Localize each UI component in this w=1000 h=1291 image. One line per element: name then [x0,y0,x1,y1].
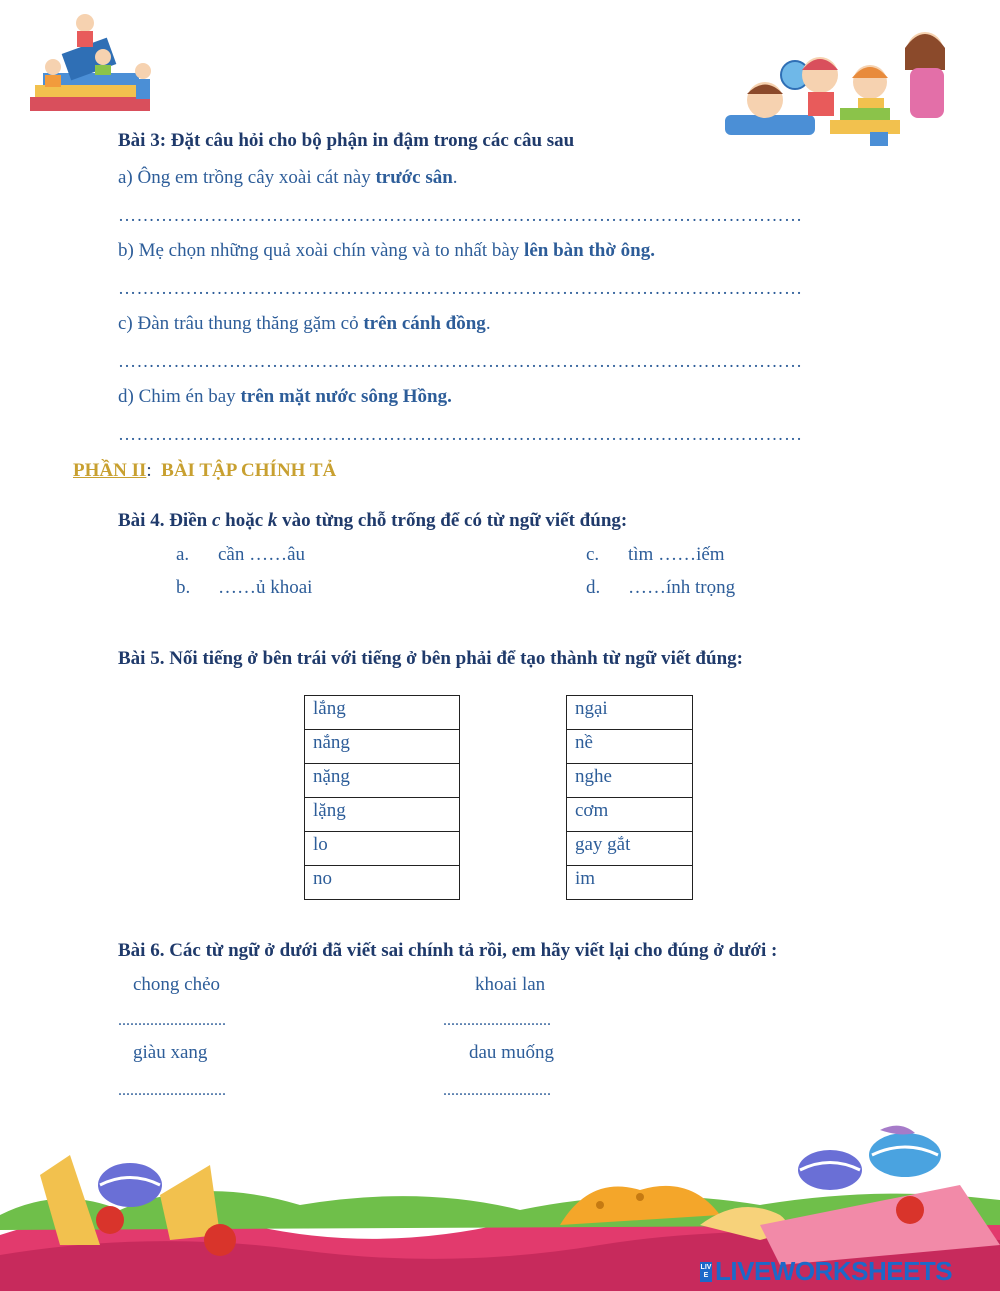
wrong-word-4: dau muống [469,1042,554,1063]
left-syllable[interactable]: nắng [305,730,460,764]
answer-blank-2[interactable]: ........................... [443,1012,551,1029]
exercise-6-title: Bài 6. Các từ ngữ ở dưới đã viết sai chính tả rồi, em hãy viết lại cho đúng ở dưới : [118,940,778,961]
wrong-word-2: khoai lan [475,974,546,995]
right-syllable[interactable]: cơm [567,798,693,832]
watermark-text: LIVEWORKSHEETS [715,1256,953,1286]
liveworksheets-watermark [700,1256,952,1287]
item-text: ……ủ khoai [218,577,313,598]
exercise-4-title [118,510,627,532]
watermark-badge: LIVE [700,1262,712,1282]
right-syllable[interactable]: nề [567,730,693,764]
sentence-text: c) Đàn trâu thung thăng gặm cỏ [118,313,364,334]
sentence-text: b) Mẹ chọn những quả xoài chín vàng và to nhất bày [118,240,525,261]
sentence-end: . [485,313,491,334]
item-letter: d. [586,577,601,598]
left-syllable-table [304,695,460,900]
left-syllable[interactable]: nặng [305,764,460,798]
bold-part: trên mặt nước sông Hồng. [240,386,452,407]
item-letter: b. [176,577,191,598]
answer-blank-3[interactable]: ........................... [118,1082,226,1099]
item-letter: c. [586,544,600,565]
right-syllable[interactable]: nghe [567,764,693,798]
item-text: cần ……âu [218,544,306,565]
exercise-3-sentence-b [118,240,655,262]
kids-books-illustration [25,5,165,115]
title-part: hoặc [220,510,268,531]
section-2-heading [73,460,336,482]
right-syllable[interactable]: gay gắt [567,832,693,866]
exercise-3-title: Bài 3: Đặt câu hỏi cho bộ phận in đậm trong các câu sau [118,130,575,151]
exercise-3-sentence-c [118,313,491,335]
answer-blank-4[interactable]: ........................... [443,1082,551,1099]
exercise-3-sentence-d [118,386,452,408]
left-syllable[interactable]: lặng [305,798,460,832]
exercise-5-title: Bài 5. Nối tiếng ở bên trái với tiếng ở bên phải để tạo thành từ ngữ viết đúng: [118,648,743,669]
item-text: tìm ……iếm [628,544,725,565]
letter-k: k [267,510,278,531]
exercise-4-item-a[interactable] [176,544,305,566]
exercise-3-sentence-a [118,167,458,189]
exercise-4-item-d[interactable] [586,577,735,599]
title-part: Bài 4. Điền [118,510,212,531]
right-syllable[interactable]: im [567,866,693,900]
exercise-4-item-c[interactable] [586,544,725,566]
right-syllable[interactable]: ngại [567,696,693,730]
sentence-text: a) Ông em trồng cây xoài cát này [118,167,376,188]
bold-part: trước sân [375,167,453,188]
sentence-text: d) Chim én bay [118,386,241,407]
answer-line-a[interactable]: ………………………………………………………………………………………………… [118,205,803,225]
item-letter: a. [176,544,190,565]
sentence-end: . [452,167,458,188]
letter-c: c [211,510,221,531]
section-separator: : [146,460,152,481]
title-part: vào từng chỗ trống để có từ ngữ viết đúng: [277,510,628,531]
wrong-word-1: chong chẻo [133,974,221,995]
right-syllable-table [566,695,693,900]
exercise-4-item-b[interactable] [176,577,312,599]
left-syllable[interactable]: lắng [305,696,460,730]
answer-line-b[interactable]: ………………………………………………………………………………………………… [118,278,803,298]
item-text: ……ính trọng [628,577,736,598]
left-syllable[interactable]: no [305,866,460,900]
answer-line-c[interactable]: ………………………………………………………………………………………………… [118,351,803,371]
answer-line-d[interactable]: ………………………………………………………………………………………………… [118,424,803,444]
bold-part: trên cánh đồng [363,313,486,334]
section-title: BÀI TẬP CHÍNH TẢ [161,460,337,481]
left-syllable[interactable]: lo [305,832,460,866]
answer-blank-1[interactable]: ........................... [118,1012,226,1029]
section-label: PHẦN II [73,460,147,481]
kids-reading-illustration [720,20,970,150]
bold-part: lên bàn thờ ông. [524,240,655,261]
wrong-word-3: giàu xang [133,1042,208,1063]
